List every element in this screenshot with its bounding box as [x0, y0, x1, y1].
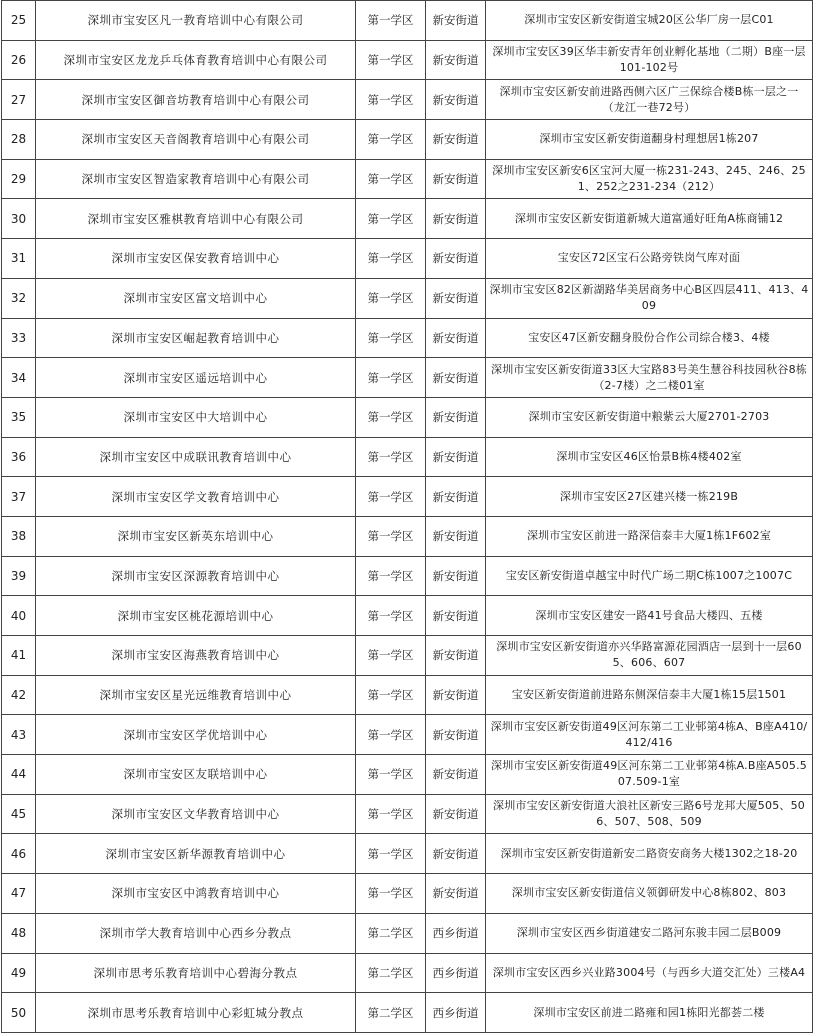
address: 深圳市宝安区新安6区宝河大厦一栋231-243、245、246、251、252之231-234（212）	[486, 159, 813, 199]
table-row	[2, 477, 813, 517]
table-row	[2, 993, 813, 1033]
table-row	[2, 358, 813, 398]
school-district: 第一学区	[356, 239, 426, 279]
school-district: 第一学区	[356, 1, 426, 41]
institution-name: 深圳市宝安区星光远维教育培训中心	[36, 675, 356, 715]
address: 深圳市宝安区西乡兴业路3004号（与西乡大道交汇处）三楼A4	[486, 953, 813, 993]
institution-name: 深圳市宝安区雅棋教育培训中心有限公司	[36, 199, 356, 239]
school-district: 第一学区	[356, 715, 426, 755]
table-row	[2, 715, 813, 755]
school-district: 第二学区	[356, 913, 426, 953]
table-row	[2, 834, 813, 874]
institution-name: 深圳市宝安区中鸿教育培训中心	[36, 874, 356, 914]
institution-name: 深圳市宝安区桃花源培训中心	[36, 596, 356, 636]
address: 深圳市宝安区46区怡景B栋4楼402室	[486, 437, 813, 477]
street-name: 新安街道	[426, 1, 486, 41]
table-row	[2, 239, 813, 279]
row-number: 44	[2, 755, 36, 795]
institution-name: 深圳市宝安区学优培训中心	[36, 715, 356, 755]
street-name: 新安街道	[426, 159, 486, 199]
address: 深圳市宝安区新安街道33区大宝路83号美生慧谷科技园秋谷8栋（2-7楼）之二楼01室	[486, 358, 813, 398]
address: 宝安区47区新安翻身股份合作公司综合楼3、4楼	[486, 318, 813, 358]
row-number: 42	[2, 675, 36, 715]
row-number: 30	[2, 199, 36, 239]
school-district: 第一学区	[356, 834, 426, 874]
address: 深圳市宝安区新安街道信义领御研发中心8栋802、803	[486, 874, 813, 914]
row-number: 35	[2, 397, 36, 437]
table-row	[2, 199, 813, 239]
street-name: 新安街道	[426, 636, 486, 676]
row-number: 31	[2, 239, 36, 279]
row-number: 38	[2, 516, 36, 556]
school-district: 第一学区	[356, 199, 426, 239]
address: 深圳市宝安区39区华丰新安青年创业孵化基地（二期）B座一层101-102号	[486, 40, 813, 80]
institution-name: 深圳市宝安区富文培训中心	[36, 278, 356, 318]
address: 深圳市宝安区新安街道翻身村理想居1栋207	[486, 120, 813, 160]
school-district: 第一学区	[356, 477, 426, 517]
address: 深圳市宝安区新安街道新安二路资安商务大楼1302之18-20	[486, 834, 813, 874]
street-name: 新安街道	[426, 318, 486, 358]
institution-name: 深圳市宝安区中大培训中心	[36, 397, 356, 437]
street-name: 西乡街道	[426, 913, 486, 953]
address: 宝安区新安街道卓越宝中时代广场二期C栋1007之1007C	[486, 556, 813, 596]
address: 深圳市宝安区新安街道大浪社区新安三路6号龙邦大厦505、506、507、508、509	[486, 794, 813, 834]
row-number: 25	[2, 1, 36, 41]
address: 深圳市宝安区前进一路深信泰丰大厦1栋1F602室	[486, 516, 813, 556]
school-district: 第二学区	[356, 953, 426, 993]
table-row	[2, 794, 813, 834]
street-name: 新安街道	[426, 755, 486, 795]
table-row	[2, 80, 813, 120]
street-name: 新安街道	[426, 516, 486, 556]
institution-name: 深圳市宝安区新华源教育培训中心	[36, 834, 356, 874]
address: 深圳市宝安区前进二路雍和园1栋阳光都荟二楼	[486, 993, 813, 1033]
table-row	[2, 397, 813, 437]
row-number: 43	[2, 715, 36, 755]
institution-name: 深圳市宝安区海燕教育培训中心	[36, 636, 356, 676]
school-district: 第一学区	[356, 596, 426, 636]
street-name: 新安街道	[426, 40, 486, 80]
street-name: 西乡街道	[426, 953, 486, 993]
school-district: 第一学区	[356, 556, 426, 596]
row-number: 26	[2, 40, 36, 80]
street-name: 新安街道	[426, 397, 486, 437]
address: 深圳市宝安区新安街道49区河东第二工业邨第4栋A.B座A505.507.509-1室	[486, 755, 813, 795]
institution-name: 深圳市宝安区中成联讯教育培训中心	[36, 437, 356, 477]
row-number: 39	[2, 556, 36, 596]
street-name: 新安街道	[426, 437, 486, 477]
institution-name: 深圳市宝安区遥远培训中心	[36, 358, 356, 398]
school-district: 第二学区	[356, 993, 426, 1033]
school-district: 第一学区	[356, 318, 426, 358]
table-row	[2, 40, 813, 80]
row-number: 32	[2, 278, 36, 318]
institution-table	[1, 0, 813, 1033]
street-name: 新安街道	[426, 199, 486, 239]
street-name: 新安街道	[426, 596, 486, 636]
institution-name: 深圳市宝安区御音坊教育培训中心有限公司	[36, 80, 356, 120]
row-number: 29	[2, 159, 36, 199]
school-district: 第一学区	[356, 159, 426, 199]
school-district: 第一学区	[356, 358, 426, 398]
school-district: 第一学区	[356, 80, 426, 120]
table-row	[2, 1, 813, 41]
institution-name: 深圳市思考乐教育培训中心彩虹城分教点	[36, 993, 356, 1033]
street-name: 新安街道	[426, 477, 486, 517]
street-name: 新安街道	[426, 80, 486, 120]
institution-name: 深圳市宝安区天音阁教育培训中心有限公司	[36, 120, 356, 160]
street-name: 新安街道	[426, 239, 486, 279]
address: 深圳市宝安区新安街道49区河东第二工业邨第4栋A、B座A410/412/416	[486, 715, 813, 755]
table-row	[2, 953, 813, 993]
table-row	[2, 318, 813, 358]
institution-name: 深圳市宝安区友联培训中心	[36, 755, 356, 795]
address: 深圳市宝安区27区建兴楼一栋219B	[486, 477, 813, 517]
school-district: 第一学区	[356, 40, 426, 80]
street-name: 西乡街道	[426, 993, 486, 1033]
school-district: 第一学区	[356, 874, 426, 914]
address: 深圳市宝安区西乡街道建安二路河东骏丰园二层B009	[486, 913, 813, 953]
school-district: 第一学区	[356, 437, 426, 477]
table-body	[2, 1, 813, 1033]
address: 深圳市宝安区新安街道新城大道富通好旺角A栋商铺12	[486, 199, 813, 239]
institution-name: 深圳市宝安区智造家教育培训中心有限公司	[36, 159, 356, 199]
street-name: 新安街道	[426, 715, 486, 755]
school-district: 第一学区	[356, 397, 426, 437]
row-number: 47	[2, 874, 36, 914]
table-row	[2, 913, 813, 953]
row-number: 36	[2, 437, 36, 477]
institution-name: 深圳市思考乐教育培训中心碧海分教点	[36, 953, 356, 993]
street-name: 新安街道	[426, 874, 486, 914]
row-number: 33	[2, 318, 36, 358]
row-number: 27	[2, 80, 36, 120]
institution-name: 深圳市宝安区龙龙乒乓体育教育培训中心有限公司	[36, 40, 356, 80]
row-number: 28	[2, 120, 36, 160]
street-name: 新安街道	[426, 358, 486, 398]
institution-name: 深圳市学大教育培训中心西乡分教点	[36, 913, 356, 953]
table-row	[2, 596, 813, 636]
table-row	[2, 278, 813, 318]
row-number: 48	[2, 913, 36, 953]
row-number: 37	[2, 477, 36, 517]
table-row	[2, 755, 813, 795]
street-name: 新安街道	[426, 675, 486, 715]
institution-name: 深圳市宝安区文华教育培训中心	[36, 794, 356, 834]
school-district: 第一学区	[356, 516, 426, 556]
school-district: 第一学区	[356, 278, 426, 318]
institution-name: 深圳市宝安区深源教育培训中心	[36, 556, 356, 596]
row-number: 49	[2, 953, 36, 993]
row-number: 46	[2, 834, 36, 874]
address: 深圳市宝安区新安街道宝城20区公华厂房一层C01	[486, 1, 813, 41]
address: 宝安区72区宝石公路旁铁岗气库对面	[486, 239, 813, 279]
street-name: 新安街道	[426, 834, 486, 874]
table-row	[2, 874, 813, 914]
address: 宝安区新安街道前进路东侧深信泰丰大厦1栋15层1501	[486, 675, 813, 715]
table-row	[2, 120, 813, 160]
address: 深圳市宝安区82区新湖路华美居商务中心B区四层411、413、409	[486, 278, 813, 318]
institution-name: 深圳市宝安区凡一教育培训中心有限公司	[36, 1, 356, 41]
street-name: 新安街道	[426, 120, 486, 160]
address: 深圳市宝安区新安街道亦兴华路富源花园酒店一层到十一层605、606、607	[486, 636, 813, 676]
row-number: 41	[2, 636, 36, 676]
row-number: 45	[2, 794, 36, 834]
address: 深圳市宝安区新安前进路西侧六区广三保综合楼B栋一层之一（龙江一巷72号）	[486, 80, 813, 120]
institution-name: 深圳市宝安区学文教育培训中心	[36, 477, 356, 517]
address: 深圳市宝安区建安一路41号食品大楼四、五楼	[486, 596, 813, 636]
table-row	[2, 556, 813, 596]
institution-name: 深圳市宝安区崛起教育培训中心	[36, 318, 356, 358]
table-row	[2, 437, 813, 477]
school-district: 第一学区	[356, 120, 426, 160]
table-row	[2, 636, 813, 676]
street-name: 新安街道	[426, 794, 486, 834]
row-number: 40	[2, 596, 36, 636]
street-name: 新安街道	[426, 278, 486, 318]
row-number: 50	[2, 993, 36, 1033]
school-district: 第一学区	[356, 675, 426, 715]
street-name: 新安街道	[426, 556, 486, 596]
table-row	[2, 159, 813, 199]
table-row	[2, 516, 813, 556]
table-row	[2, 675, 813, 715]
institution-name: 深圳市宝安区新英东培训中心	[36, 516, 356, 556]
institution-name: 深圳市宝安区保安教育培训中心	[36, 239, 356, 279]
school-district: 第一学区	[356, 636, 426, 676]
school-district: 第一学区	[356, 755, 426, 795]
row-number: 34	[2, 358, 36, 398]
address: 深圳市宝安区新安街道中粮紫云大厦2701-2703	[486, 397, 813, 437]
school-district: 第一学区	[356, 794, 426, 834]
